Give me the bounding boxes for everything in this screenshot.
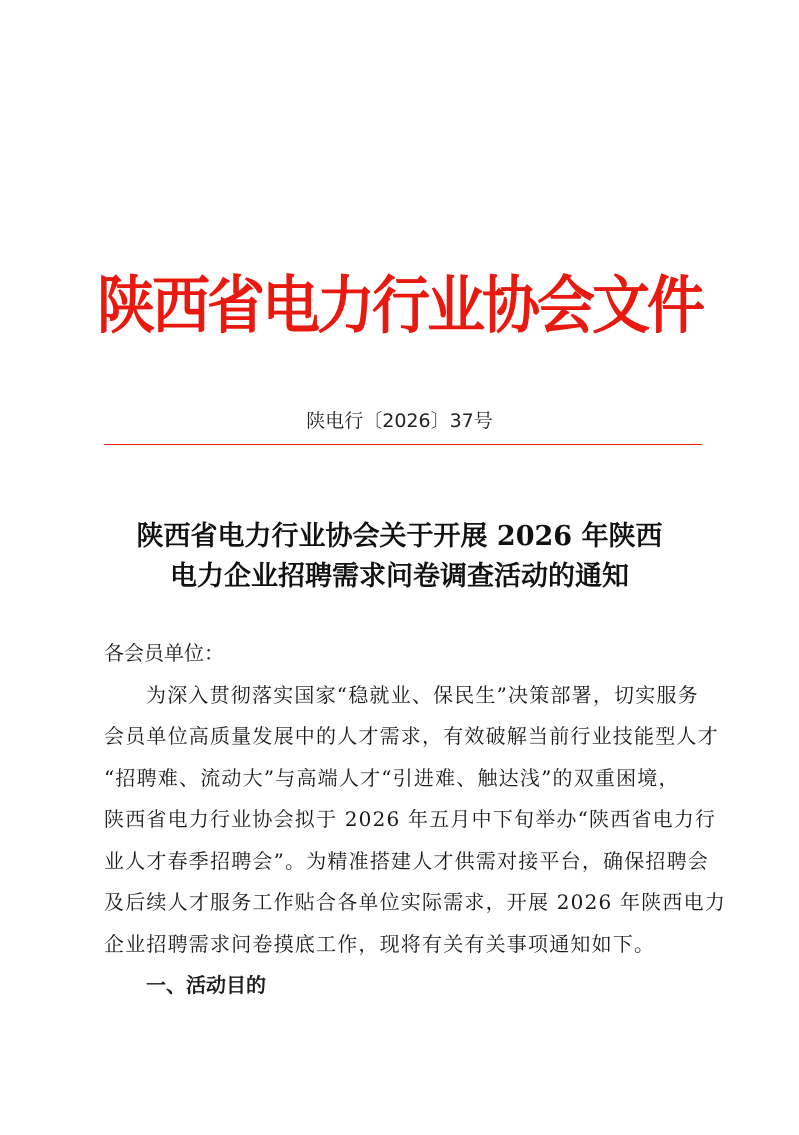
- section-heading: 一、活动目的: [146, 973, 266, 997]
- salutation: 各会员单位：: [104, 641, 224, 665]
- notice-title: [70, 517, 729, 597]
- paragraph-line: 为深入贯彻落实国家“稳就业、保民生”决策部署，切实服务: [146, 682, 699, 707]
- masthead-title: 陕西省电力行业协会文件: [96, 268, 702, 342]
- intro-paragraph: [104, 675, 727, 966]
- paragraph-line: 及后续人才服务工作贴合各单位实际需求，开展 2026 年陕西电力: [104, 890, 727, 914]
- paragraph-line: 陕西省电力行业协会拟于 2026 年五月中下旬举办“陕西省电力行: [104, 807, 717, 831]
- paragraph-line: 会员单位高质量发展中的人才需求，有效破解当前行业技能型人才: [104, 724, 719, 748]
- red-divider-line: [104, 444, 702, 445]
- document-number: 陕电行〔2026〕37号: [306, 410, 493, 432]
- paragraph-line: 企业招聘需求问卷摸底工作，现将有关有关事项通知如下。: [104, 931, 656, 956]
- notice-title-line-1: 陕西省电力行业协会关于开展 2026 年陕西: [136, 521, 663, 552]
- notice-body: [104, 633, 727, 1007]
- paragraph-line: “招聘难、流动大”与高端人才“引进难、触达浅”的双重困境，: [104, 765, 680, 790]
- paragraph-line: 业人才春季招聘会”。为精准搭建人才供需对接平台，确保招聘会: [104, 848, 710, 873]
- notice-title-line-2: 电力企业招聘需求问卷调查活动的通知: [170, 561, 629, 592]
